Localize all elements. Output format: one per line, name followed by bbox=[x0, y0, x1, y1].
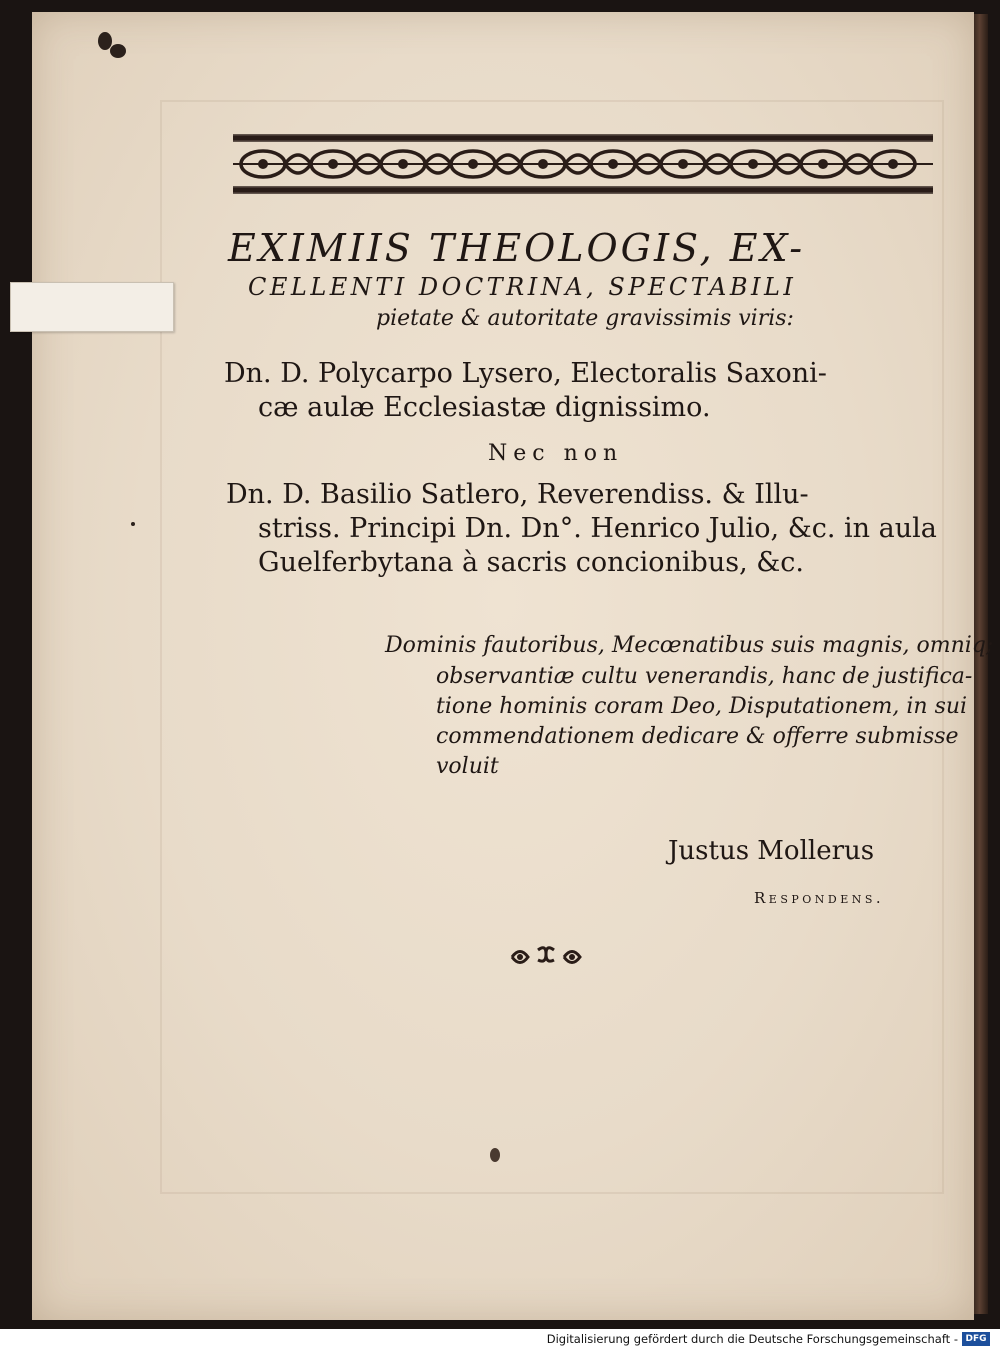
title-line-3: pietate & autoritate gravissimis viris: bbox=[376, 306, 794, 331]
ink-dot bbox=[490, 1148, 500, 1162]
ornament-band-icon bbox=[233, 128, 933, 200]
nec-non-heading: Nec non bbox=[488, 441, 624, 466]
fleuron-icon bbox=[508, 942, 584, 972]
dedication-2-line-3: Guelferbytana à sacris concionibus, &c. bbox=[258, 547, 804, 578]
dedication-1-line-1: Dn. D. Polycarpo Lysero, Electoralis Saxoni- bbox=[224, 358, 827, 389]
title-line-1: EXIMIIS THEOLOGIS, EX- bbox=[228, 226, 806, 270]
page-edge bbox=[974, 14, 988, 1314]
ink-stain bbox=[110, 44, 126, 58]
paragraph-line-4: commendationem dedicare & offerre submisse bbox=[436, 724, 959, 749]
paper-tab bbox=[10, 282, 174, 332]
paragraph-line-1: Dominis fautoribus, Mecœnatibus suis magnis, omniq; bbox=[385, 633, 994, 658]
ink-dot bbox=[131, 522, 135, 526]
dedication-1-line-2: cæ aulæ Ecclesiastæ dignissimo. bbox=[258, 392, 711, 423]
paragraph-line-5: voluit bbox=[436, 754, 499, 779]
title-line-2: CELLENTI DOCTRINA, SPECTABILI bbox=[248, 273, 797, 301]
dedication-2-line-1: Dn. D. Basilio Satlero, Reverendiss. & Illu- bbox=[226, 479, 809, 510]
footer-credit: Digitalisierung gefördert durch die Deutsche Forschungsgemeinschaft - bbox=[546, 1332, 958, 1346]
footer-bar bbox=[0, 1329, 1000, 1351]
paragraph-line-3: tione hominis coram Deo, Disputationem, in sui bbox=[436, 694, 968, 719]
signature: Justus Mollerus bbox=[668, 836, 875, 866]
paragraph-line-2: observantiæ cultu venerandis, hanc de justifica- bbox=[436, 664, 973, 689]
dfg-logo-icon: DFG bbox=[962, 1332, 990, 1346]
dedication-2-line-2: striss. Principi Dn. Dn°. Henrico Julio, &c. in aula bbox=[258, 513, 937, 544]
respondens-label: Respondens. bbox=[754, 889, 885, 907]
